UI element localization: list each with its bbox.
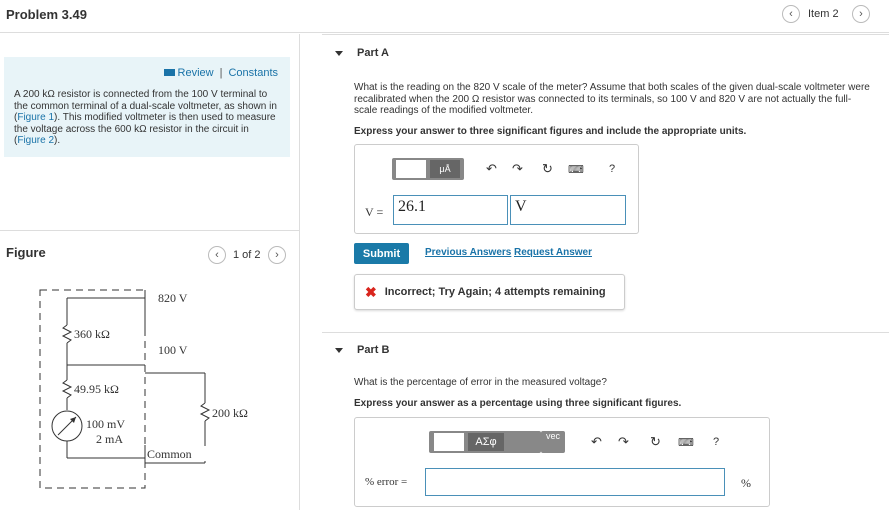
partB-question: What is the percentage of error in the measured voltage? bbox=[354, 377, 607, 388]
partB-unit-label: % bbox=[741, 476, 751, 490]
partB-title[interactable]: Part B bbox=[357, 344, 390, 356]
figure1-link[interactable]: Figure 1 bbox=[17, 112, 55, 123]
partA-answer-box bbox=[354, 144, 639, 234]
label-360k: 360 kΩ bbox=[74, 327, 110, 341]
previous-answers-link[interactable]: Previous Answers bbox=[425, 247, 512, 258]
reset-icon[interactable]: ↻ bbox=[542, 161, 553, 176]
partA-unit-input[interactable]: V bbox=[510, 195, 626, 225]
problem-statement: A 200 kΩ resistor is connected from the 100 V terminal to the common terminal of a dual-scale voltmeter, as shown in (Figure 1). This modified voltmeter is then used to measure the voltage across the 600 kΩ resistor in the circuit in (Figure 2). bbox=[14, 89, 277, 146]
link-separator: | bbox=[219, 67, 223, 79]
partB-var-label: % error = bbox=[365, 476, 408, 488]
error-x-icon: ✖ bbox=[365, 283, 377, 300]
partB-top-divider bbox=[322, 332, 889, 333]
partA-collapse-icon[interactable] bbox=[335, 51, 343, 56]
chevron-left-icon: ‹ bbox=[215, 249, 219, 261]
redo-icon[interactable]: ↷ bbox=[512, 161, 523, 176]
next-item-button[interactable] bbox=[852, 5, 870, 23]
help-icon[interactable]: ? bbox=[713, 436, 720, 448]
keyboard-icon[interactable]: ⌨ bbox=[678, 437, 694, 449]
chevron-right-icon: › bbox=[859, 8, 863, 20]
chevron-right-icon: › bbox=[275, 249, 279, 261]
undo-icon[interactable]: ↶ bbox=[591, 434, 602, 449]
label-common: Common bbox=[147, 447, 192, 461]
resistor-200k bbox=[201, 403, 209, 421]
header-divider bbox=[0, 32, 889, 33]
partA-template-toolbar bbox=[392, 158, 464, 180]
partB-instructions: Express your answer as a percentage using three significant figures. bbox=[354, 398, 682, 409]
item-label: Item 2 bbox=[808, 8, 839, 20]
label-820v: 820 V bbox=[158, 291, 188, 305]
partB-value-input[interactable] bbox=[425, 468, 725, 496]
arrows-button[interactable] bbox=[508, 433, 536, 451]
prev-item-button[interactable] bbox=[782, 5, 800, 23]
chevron-left-icon: ‹ bbox=[789, 8, 793, 20]
label-2ma: 2 mA bbox=[96, 432, 123, 446]
next-figure-button[interactable] bbox=[268, 246, 286, 264]
info-links bbox=[164, 67, 278, 79]
partB-collapse-icon[interactable] bbox=[335, 348, 343, 353]
label-100mv: 100 mV bbox=[86, 417, 125, 431]
partA-value-input[interactable]: 26.1 bbox=[393, 195, 508, 225]
feedback-message: ✖ Incorrect; Try Again; 4 attempts remaining bbox=[354, 274, 625, 310]
template-icon[interactable] bbox=[396, 160, 426, 178]
partA-question: What is the reading on the 820 V scale of the meter? Assume that both scales of the given dual-scale voltmeter were recalibrated when the 200 Ω resistor was connected to its terminals, so 100 V and 820 V are not actually the full-scale readings of the modified voltmeter. bbox=[354, 82, 870, 116]
vec-button[interactable]: vec bbox=[541, 431, 565, 453]
info-divider bbox=[0, 230, 299, 231]
partA-top-divider bbox=[322, 34, 889, 35]
greek-button[interactable]: ΑΣφ bbox=[468, 433, 504, 451]
top-bar bbox=[0, 0, 889, 30]
units-button[interactable]: μÅ bbox=[430, 160, 460, 178]
review-icon bbox=[164, 69, 175, 76]
help-icon[interactable]: ? bbox=[609, 163, 616, 175]
resistor-360k bbox=[63, 325, 71, 343]
circuit-diagram bbox=[30, 280, 280, 495]
label-100v: 100 V bbox=[158, 343, 188, 357]
column-divider bbox=[299, 34, 300, 510]
problem-title: Problem 3.49 bbox=[6, 7, 87, 22]
figure2-link[interactable]: Figure 2 bbox=[17, 135, 55, 146]
constants-link[interactable]: Constants bbox=[228, 67, 278, 79]
reset-icon[interactable]: ↻ bbox=[650, 434, 661, 449]
partA-var-label: V = bbox=[365, 205, 384, 219]
partA-title[interactable]: Part A bbox=[357, 47, 389, 59]
keyboard-icon[interactable]: ⌨ bbox=[568, 164, 584, 176]
partA-instructions: Express your answer to three significant figures and include the appropriate units. bbox=[354, 126, 747, 137]
figure-count: 1 of 2 bbox=[233, 249, 261, 261]
submit-button[interactable]: Submit bbox=[354, 243, 409, 264]
resistor-49-95k bbox=[63, 380, 71, 398]
prev-figure-button[interactable] bbox=[208, 246, 226, 264]
label-49-95k: 49.95 kΩ bbox=[74, 382, 119, 396]
template-icon[interactable] bbox=[434, 433, 464, 451]
review-link[interactable]: Review bbox=[164, 67, 214, 79]
redo-icon[interactable]: ↷ bbox=[618, 434, 629, 449]
request-answer-link[interactable]: Request Answer bbox=[514, 247, 592, 258]
partB-template-toolbar bbox=[429, 431, 541, 453]
problem-info-box bbox=[4, 57, 290, 157]
undo-icon[interactable]: ↶ bbox=[486, 161, 497, 176]
partB-answer-box bbox=[354, 417, 770, 507]
label-200k: 200 kΩ bbox=[212, 406, 248, 420]
figure-label: Figure bbox=[6, 245, 46, 260]
